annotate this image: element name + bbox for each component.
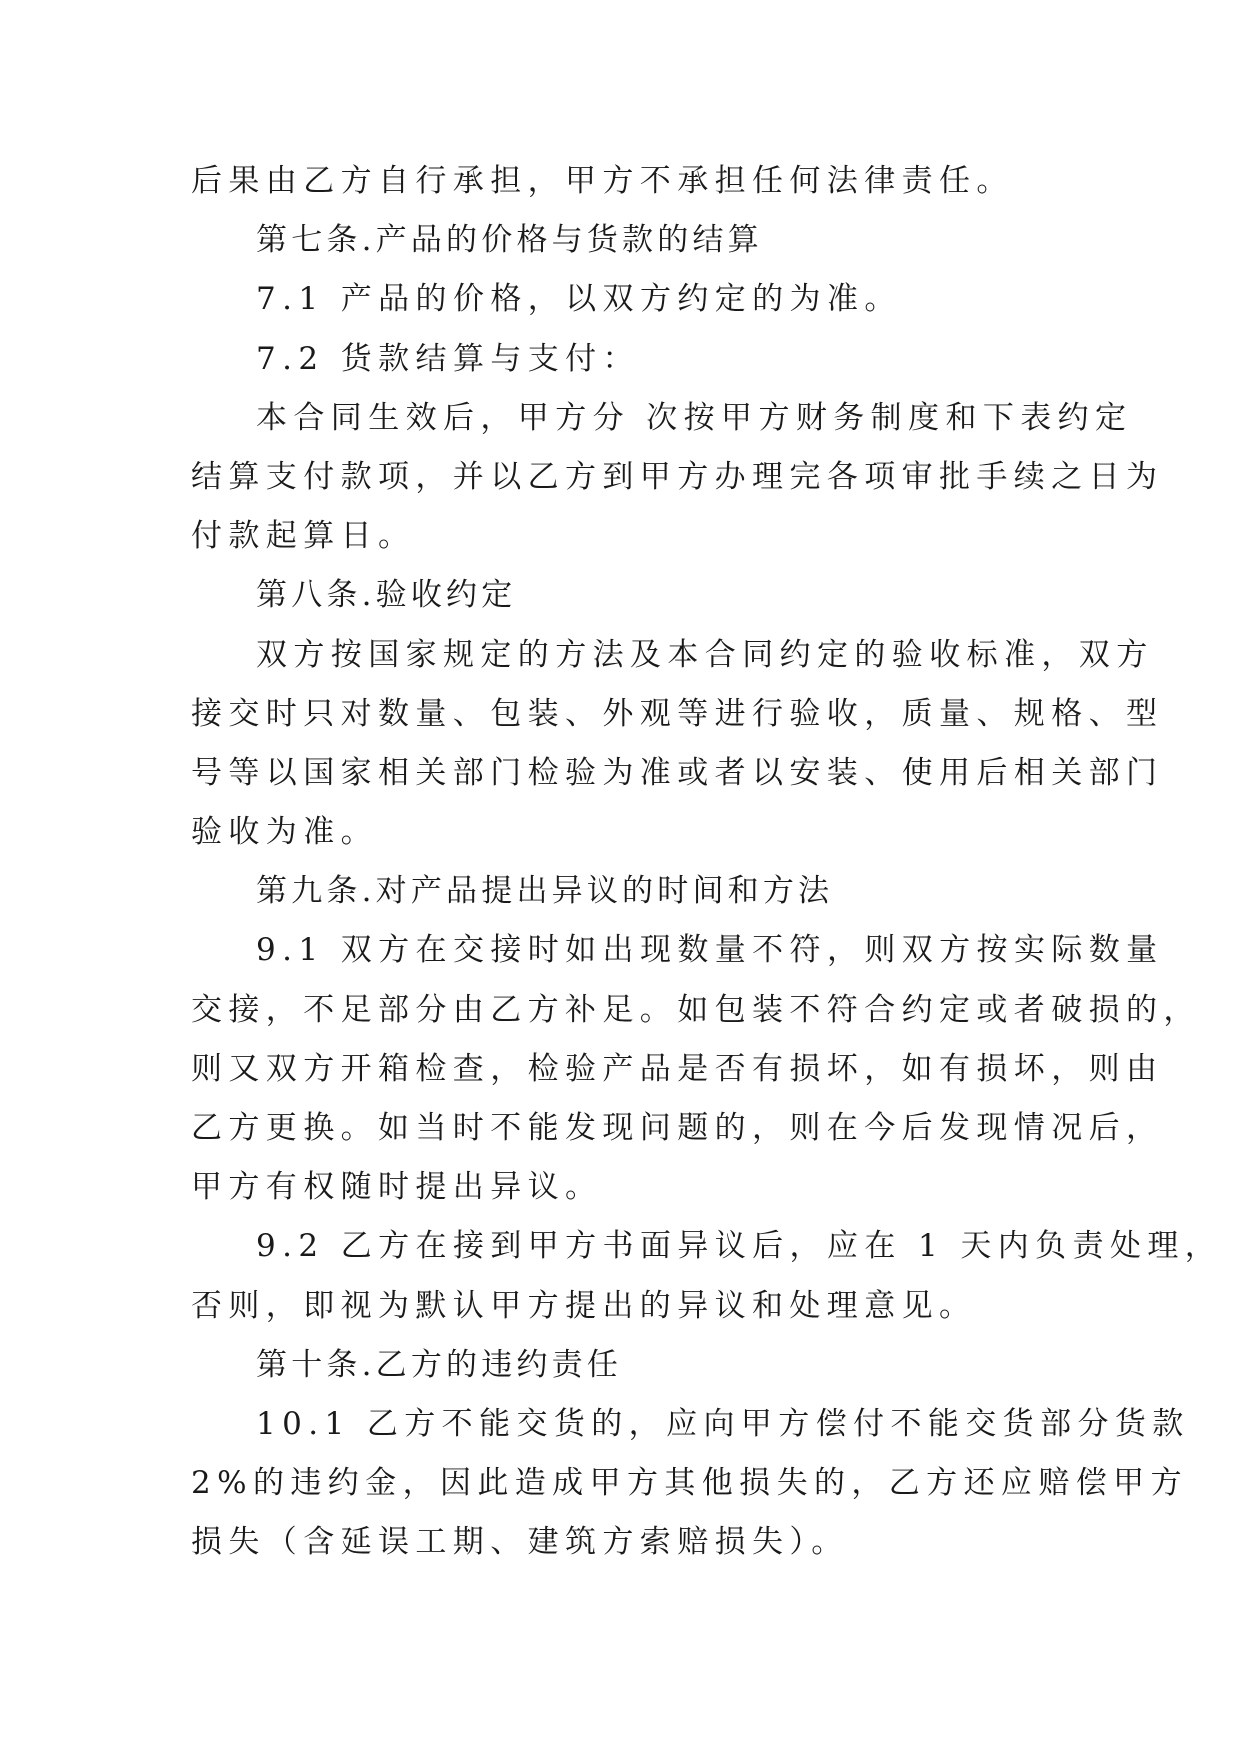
text-line: 付款起算日。	[191, 518, 416, 555]
text-line: 10.1 乙方不能交货的，应向甲方偿付不能交货部分货款	[256, 1405, 1190, 1442]
text-line: 结算支付款项，并以乙方到甲方办理完各项审批手续之日为	[191, 458, 1164, 495]
text-line: 7.1 产品的价格，以双方约定的为准。	[256, 281, 902, 318]
text-line: 乙方更换。如当时不能发现问题的，则在今后发现情况后，	[191, 1110, 1164, 1146]
text-line: 2%的违约金，因此造成甲方其他损失的，乙方还应赔偿甲方	[191, 1465, 1188, 1502]
section-heading: 第七条.产品的价格与货款的结算	[256, 222, 763, 259]
text-line: 7.2 货款结算与支付：	[256, 340, 640, 377]
contract-body	[191, 152, 1223, 1573]
text-line: 本合同生效后，甲方分 次按甲方财务制度和下表约定	[256, 399, 1133, 436]
text-line: 否则，即视为默认甲方提出的异议和处理意见。	[191, 1287, 977, 1324]
text-line: 双方按国家规定的方法及本合同约定的验收标准，双方	[256, 636, 1154, 673]
text-line: 接交时只对数量、包装、外观等进行验收，质量、规格、型	[191, 695, 1164, 732]
text-line: 验收为准。	[191, 814, 378, 851]
text-line: 后果由乙方自行承担，甲方不承担任何法律责任。	[191, 163, 1014, 199]
text-line: 交接，不足部分由乙方补足。如包装不符合约定或者破损的，	[191, 991, 1201, 1028]
text-line: 则又双方开箱检查，检验产品是否有损坏，如有损坏，则由	[191, 1050, 1164, 1087]
text-line: 甲方有权随时提出异议。	[191, 1169, 603, 1206]
text-line: 损失（含延误工期、建筑方索赔损失）。	[191, 1524, 849, 1561]
text-line: 9.2 乙方在接到甲方书面异议后，应在 1 天内负责处理，	[256, 1228, 1223, 1265]
section-heading: 第十条.乙方的违约责任	[256, 1346, 623, 1383]
section-heading: 第九条.对产品提出异议的时间和方法	[256, 873, 834, 910]
text-line: 号等以国家相关部门检验为准或者以安装、使用后相关部门	[191, 754, 1164, 791]
section-heading: 第八条.验收约定	[256, 577, 517, 614]
text-line: 9.1 双方在交接时如出现数量不符，则双方按实际数量	[256, 932, 1164, 969]
